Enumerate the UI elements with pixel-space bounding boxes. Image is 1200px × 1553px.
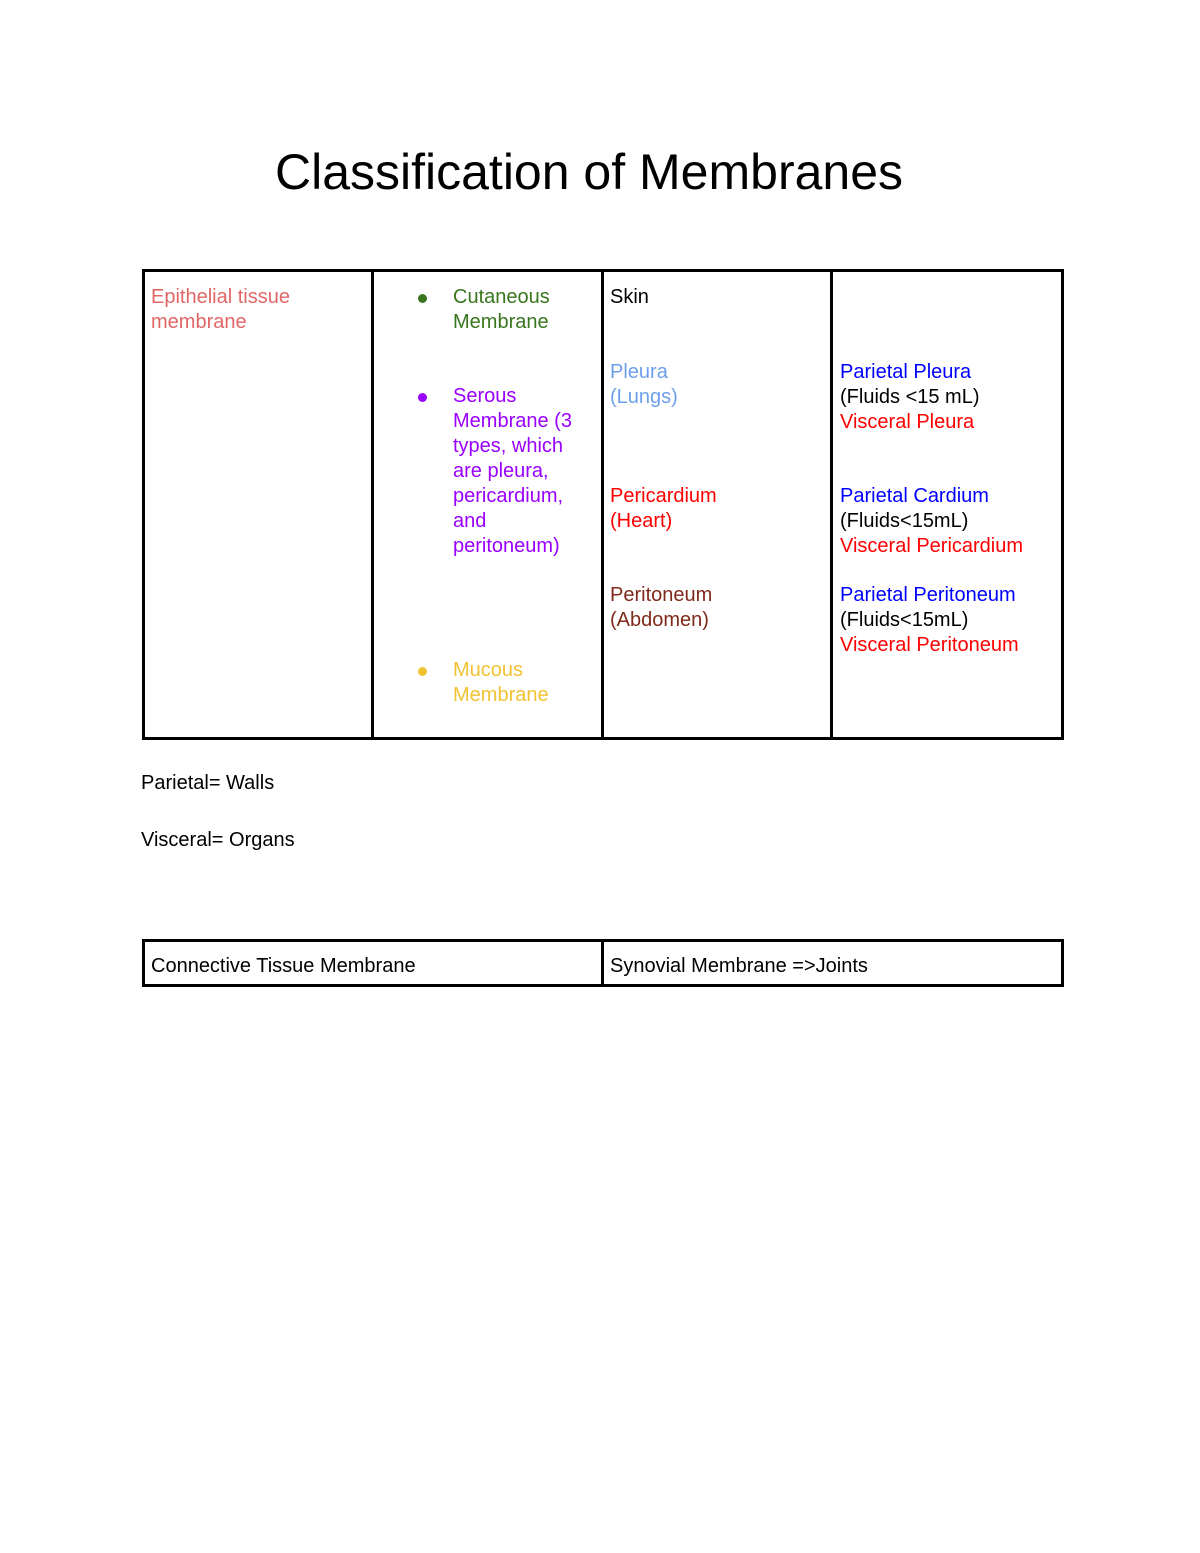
cardium-layers: Parietal Cardium (Fluids<15mL) Visceral Pericardium	[840, 485, 1024, 557]
bullet-icon	[418, 667, 427, 676]
page-title: Classification of Membranes	[274, 144, 904, 200]
bullet-icon	[418, 393, 427, 402]
peritoneum-layers: Parietal Peritoneum (Fluids<15mL) Visceral Peritoneum	[840, 584, 1019, 656]
list-item-mucous: Mucous Membrane	[418, 658, 549, 708]
table-cell-types	[373, 271, 603, 739]
peritoneum-label: Peritoneum (Abdomen)	[610, 584, 713, 631]
table-cell-examples	[603, 271, 832, 739]
note-visceral: Visceral= Organs	[141, 829, 295, 851]
list-item-cutaneous: Cutaneous Membrane	[418, 285, 550, 335]
table-cell-synovial	[603, 941, 1063, 986]
table-cell-connective	[144, 941, 603, 986]
epithelial-tissue-label: Epithelial tissue membrane	[151, 286, 290, 333]
table-cell-layers	[832, 271, 1063, 739]
pericardium-label: Pericardium (Heart)	[610, 485, 717, 532]
synovial-membrane-label: Synovial Membrane =>Joints	[610, 955, 868, 977]
bullet-icon	[418, 294, 427, 303]
connective-tissue-label: Connective Tissue Membrane	[151, 955, 416, 977]
table-cell-category	[144, 271, 373, 739]
connective-membranes-table	[142, 939, 1064, 987]
skin-label: Skin	[610, 286, 649, 308]
pleura-layers: Parietal Pleura (Fluids <15 mL) Visceral Pleura	[840, 361, 980, 433]
epithelial-membranes-table	[142, 269, 1064, 740]
list-item-serous: Serous Membrane (3 types, which are pleura, pericardium, and peritoneum)	[418, 384, 572, 559]
note-parietal: Parietal= Walls	[141, 772, 275, 794]
pleura-label: Pleura (Lungs)	[610, 361, 678, 408]
